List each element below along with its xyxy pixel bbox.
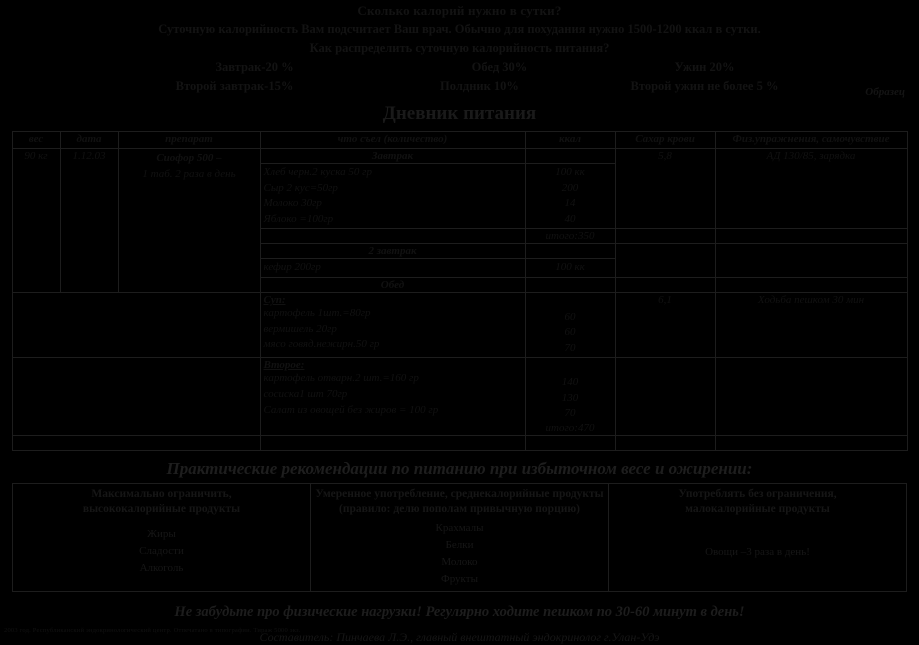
prep-name: Сиофор 500 – [156,152,222,164]
table-header-row [12,132,907,149]
sub-header-soup: Суп: [263,294,286,307]
kcal-line: 130 [561,391,579,404]
kcal-line: 60 [564,310,576,323]
cell-bottom-left [12,435,260,450]
rec-head-moderate: Умеренное употребление, среднекалорийные продукты (правило: делю пополам привычную порцию) [315,487,604,516]
cell-fiz-empty-4 [715,358,907,435]
cell-breakfast-total [525,229,615,244]
cell-sugar-empty-2 [615,244,715,278]
cell-bottom-kcal [525,435,615,450]
header-question: Как распределить суточную калорийность питания? [309,41,610,55]
cell-bottom-eaten [260,435,525,450]
rec-col-moderate [311,483,609,591]
cell-breakfast-kcal [525,164,615,229]
col-eaten: что съел (количество) [260,132,525,149]
food-line: Салат из овощей без жиров = 100 гр [263,403,439,416]
food-line: вермишель 20гр [263,322,337,335]
cell-soup-kcal [525,293,615,358]
recommendations-header-row [13,483,907,591]
cell-fiz-empty-3 [715,278,907,293]
food-line: Хлеб черн.2 куска 50 гр [263,166,372,178]
recommendations-title: Практические рекомендации по питанию при избыточном весе и ожирении: [166,458,753,478]
food-diary-table [12,131,908,451]
kcal-line: 200 [561,181,579,194]
kcal-spacer [529,294,612,310]
meal-total: итого:470 [545,421,595,434]
table-row [12,435,907,450]
col-prep: препарат [118,132,260,149]
split-lunch: Обед 30% [471,60,528,74]
meal-total: итого:350 [545,230,595,243]
footer-imprint: 2003 год. Республиканский эндокринологический центр. Отпечатано в типографии. Тираж 5000 экз. [4,627,301,634]
split-afternoon-snack: Полдник 10% [440,79,519,93]
kcal-line: 70 [564,407,576,420]
table-row [12,293,907,358]
food-line: Сыр 2 кус=50гр [263,181,338,194]
rec-item: Жиры [147,527,176,540]
cell-sugar-empty-1 [615,229,715,244]
food-line: Яблоко =100гр [263,212,334,225]
rec-items-moderate [315,518,604,588]
rec-item: Алкоголь [139,562,184,575]
food-line: картофель отварн.2 шт.=160 гр [263,372,419,385]
food-line: кефир 200гр [263,261,321,274]
calorie-split-row-2 [0,75,919,94]
meal-header-second-breakfast: 2 завтрак [260,244,525,259]
food-line: мясо говяд.нежирн.50 гр [263,338,380,351]
cell-kcal-sb-hdr [525,244,615,259]
food-line: сосиска1 шт 70гр [263,388,348,401]
sample-mark: Образец [865,86,905,98]
rec-head-limit: Максимально ограничить, высококалорийные продукты [82,487,241,516]
footer-compiler: Составитель: Пинчаева Л.Э., главный внештатный эндокринолог г.Улан-Удэ [259,630,660,645]
rec-col-unlimited [609,483,907,591]
rec-item: Крахмалы [435,521,484,534]
rec-item: Овощи –3 раза в день! [705,545,810,558]
cell-sugar-empty-3 [615,278,715,293]
kcal-spacer [529,359,612,375]
cell-sugar-empty-4 [615,358,715,435]
cell-bottom-sugar [615,435,715,450]
cell-second-foods [260,358,525,435]
footer-note: Не забудьте про физические нагрузки! Регулярно ходите пешком по 30-60 минут в день! [174,604,745,621]
rec-item: Белки [445,539,474,551]
cell-fiz-lunch: Ходьба пешком 30 мин [715,293,907,358]
header-block [0,0,919,94]
cell-fiz-empty-2 [715,244,907,278]
cell-date: 1.12.03 [60,149,118,293]
split-second-dinner: Второй ужин не более 5 % [630,79,779,93]
cell-weight: 90 кг [12,149,60,293]
cell-second-kcal [525,358,615,435]
diary-title: Дневник питания [382,103,537,124]
cell-fiz-breakfast: АД 130/85, зарядка [715,149,907,229]
food-line: картофель 1шт.=80гр [263,307,371,320]
kcal-line: 70 [564,341,576,354]
split-second-breakfast: Второй завтрак-15% [175,79,294,93]
cell-sb-kcal [525,259,615,278]
cell-breakfast-foods [260,164,525,229]
cell-lunch-leftblank-1 [12,293,260,358]
split-breakfast: Завтрак-20 % [215,60,294,74]
table-row [12,149,907,164]
cell-soup-foods [260,293,525,358]
rec-items-unlimited [613,518,902,561]
kcal-line: 14 [564,197,576,210]
cell-kcal-lunch-hdr [525,278,615,293]
table-row [12,358,907,435]
header-subtitle: Суточную калорийность Вам подсчитает Ваш врач. Обычно для похудания нужно 1500-1200 ккал в сутки. [158,22,761,36]
kcal-line: 100 кк [555,166,585,178]
cell-bottom-fiz [715,435,907,450]
meal-header-lunch: Обед [260,278,525,293]
cell-sugar-breakfast: 5,8 [615,149,715,229]
rec-head-unlimited: Употреблять без ограничения, малокалорийные продукты [678,487,837,516]
calorie-split-row-1 [0,56,919,75]
kcal-line: 60 [564,326,576,339]
rec-col-limit [13,483,311,591]
kcal-line: 100 кк [555,261,585,274]
prep-dose: 1 таб. 2 раза в день [142,168,236,180]
cell-fiz-empty-1 [715,229,907,244]
rec-item: Молоко [441,556,478,569]
recommendations-table [12,483,907,592]
cell-sugar-lunch: 6,1 [615,293,715,358]
sub-header-second-course: Второе: [263,359,305,372]
col-date: дата [60,132,118,149]
col-blood-sugar: Сахар крови [615,132,715,149]
col-kcal: ккал [525,132,615,149]
col-exercise: Физ.упражнения, самочувствие [715,132,907,149]
cell-breakfast-blank [260,229,525,244]
rec-items-limit [17,518,306,577]
cell-lunch-leftblank-2 [12,358,260,435]
cell-prep [118,149,260,293]
kcal-line: 40 [564,212,576,225]
split-dinner: Ужин 20% [674,60,735,74]
header-title: Сколько калорий нужно в сутки? [357,3,562,18]
cell-sb-foods [260,259,525,278]
food-line: Молоко 30гр [263,197,322,210]
meal-header-breakfast: Завтрак [260,149,525,164]
col-weight: вес [12,132,60,149]
kcal-line: 140 [561,376,579,389]
rec-item: Фрукты [441,573,478,586]
cell-kcal-breakfast-hdr [525,149,615,164]
rec-item: Сладости [139,545,184,557]
